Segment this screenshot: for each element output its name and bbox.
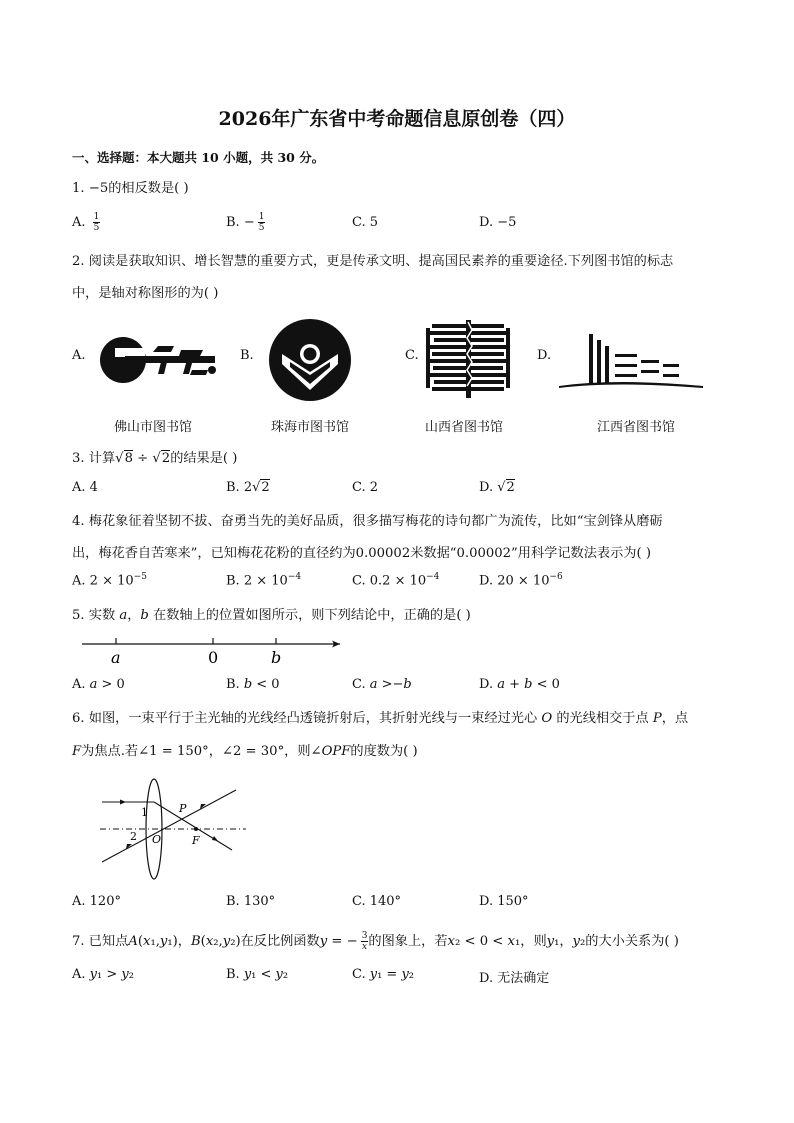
sqrt-sign: √ xyxy=(115,451,124,466)
angle-2-label: 2 xyxy=(130,830,137,843)
question-4-line1: 4. 梅花象征着坚韧不拔、奋勇当先的美好品质，很多描写梅花的诗句都广为流传，比如“宝剑锋从磨砺 xyxy=(72,514,663,529)
option-letter: A. xyxy=(72,215,86,230)
question-2-line1: 2. 阅读是获取知识、增长智慧的重要方式，更是传承文明、提高国民素养的重要途径.下列图书馆的标志 xyxy=(72,254,674,269)
caption-zhuhai: 珠海市图书馆 xyxy=(270,420,349,435)
q3-option-a[interactable]: A. 4 xyxy=(72,480,98,495)
q4-option-c[interactable]: C. $0.2 \times 10^{-4}$ xyxy=(352,572,440,589)
q4-option-d[interactable]: D. $20 \times 10^{-6}$ xyxy=(479,572,563,589)
caption-jiangxi: 江西省图书馆 xyxy=(596,420,675,435)
angle-1-label: 1 xyxy=(141,806,148,819)
q2-option-c-label[interactable]: C. xyxy=(405,348,419,363)
question-6-line1: 6. 如图，一束平行于主光轴的光线经凸透镜折射后，其折射光线与一束经过光心 𝑂 的光线相交于点 𝑃，点 xyxy=(72,711,689,726)
q3-option-d[interactable]: D. √2 xyxy=(479,480,515,495)
question-4-line2: 出，梅花香自苦寒来”，已知梅花花粉的直径约为0.00002米数据“0.00002”用科学记数法表示为( ) xyxy=(72,546,651,561)
question-2-line2: 中，是轴对称图形的为( ) xyxy=(72,286,219,301)
shanxi-library-logo xyxy=(424,318,514,400)
q7-option-a[interactable]: A. 𝑦₁ > 𝑦₂ xyxy=(72,967,134,982)
question-6-line2: 𝐹为焦点.若∠1 = 150°，∠2 = 30°，则∠𝑂𝑃𝐹的度数为( ) xyxy=(72,744,418,759)
jiangxi-library-logo xyxy=(555,328,707,390)
question-7-stem: 7. 已知点𝐴(𝑥₁,𝑦₁)，𝐵(𝑥₂,𝑦₂)在反比例函数𝑦 = − $\frac{3}{\text{𝑥}}$ 的图象上，若𝑥₂ < 0 < 𝑥₁，则𝑦₁，𝑦₂的大小关系为( ) xyxy=(72,931,679,952)
q6-option-b[interactable]: B. 130° xyxy=(226,894,276,909)
caption-foshan: 佛山市图书馆 xyxy=(113,420,192,435)
foshan-library-logo xyxy=(95,330,230,390)
axis-label-b: b xyxy=(271,648,282,667)
fraction: $\frac{1}{5}$ xyxy=(93,212,100,233)
point-p-label: P xyxy=(179,802,187,815)
minus-sign: − xyxy=(243,215,255,230)
number-line-figure xyxy=(78,632,348,670)
q5-option-b[interactable]: B. 𝑏 < 0 xyxy=(226,677,280,692)
point-o-label: O xyxy=(152,833,162,846)
fraction: $\frac{1}{5}$ xyxy=(258,212,265,233)
question-5-stem: 5. 实数 𝑎，𝑏 在数轴上的位置如图所示，则下列结论中，正确的是( ) xyxy=(72,608,471,623)
q4-option-b[interactable]: B. $2 \times 10^{-4}$ xyxy=(226,572,302,589)
sqrt-sign: √ xyxy=(152,451,161,466)
q6-option-c[interactable]: C. 140° xyxy=(352,894,402,909)
sqrt-sign: √ xyxy=(497,480,506,495)
option-letter: B. xyxy=(226,215,240,230)
q1-option-a[interactable] xyxy=(72,212,100,233)
point-f-label: F xyxy=(192,834,200,847)
zhuhai-library-logo xyxy=(268,318,352,402)
page-title: 2026年广东省中考命题信息原创卷（四） xyxy=(218,108,576,130)
q5-option-c[interactable]: C. 𝑎 >−𝑏 xyxy=(352,677,412,692)
axis-label-0: 0 xyxy=(208,648,219,667)
question-3-stem: 3. 计算√8 ÷ √2的结果是( ) xyxy=(72,451,238,466)
q7-option-c[interactable]: C. 𝑦₁ = 𝑦₂ xyxy=(352,967,415,982)
q7-option-b[interactable]: B. 𝑦₁ < 𝑦₂ xyxy=(226,967,289,982)
q4-option-a[interactable]: A. $2 \times 10^{-5}$ xyxy=(72,572,147,589)
q1-option-b[interactable] xyxy=(226,212,265,233)
q5-option-a[interactable]: A. 𝑎 > 0 xyxy=(72,677,125,692)
q7-option-d[interactable]: D. 无法确定 xyxy=(479,971,550,986)
sqrt-sign: √ xyxy=(252,480,261,495)
section-heading: 一、选择题：本大题共 10 小题，共 30 分。 xyxy=(72,150,325,165)
q3-option-b[interactable]: B. 2√2 xyxy=(226,480,270,495)
fraction: $\frac{3}{\text{𝑥}}$ xyxy=(361,931,368,952)
focus-point xyxy=(194,827,198,831)
q2-option-a-label[interactable]: A. xyxy=(72,348,86,363)
q6-option-d[interactable]: D. 150° xyxy=(479,894,529,909)
q1-option-d[interactable]: D. −5 xyxy=(479,215,517,230)
axis-label-a: a xyxy=(111,648,121,667)
question-1-stem: 1. −5的相反数是( ) xyxy=(72,181,189,196)
q6-option-a[interactable]: A. 120° xyxy=(72,894,121,909)
lens-figure xyxy=(96,776,256,884)
q2-option-d-label[interactable]: D. xyxy=(537,348,552,363)
caption-shanxi: 山西省图书馆 xyxy=(424,420,503,435)
q3-option-c[interactable]: C. 2 xyxy=(352,480,379,495)
q2-option-b-label[interactable]: B. xyxy=(240,348,254,363)
q1-option-c[interactable]: C. 5 xyxy=(352,215,379,230)
q5-option-d[interactable]: D. 𝑎 + 𝑏 < 0 xyxy=(479,677,560,692)
